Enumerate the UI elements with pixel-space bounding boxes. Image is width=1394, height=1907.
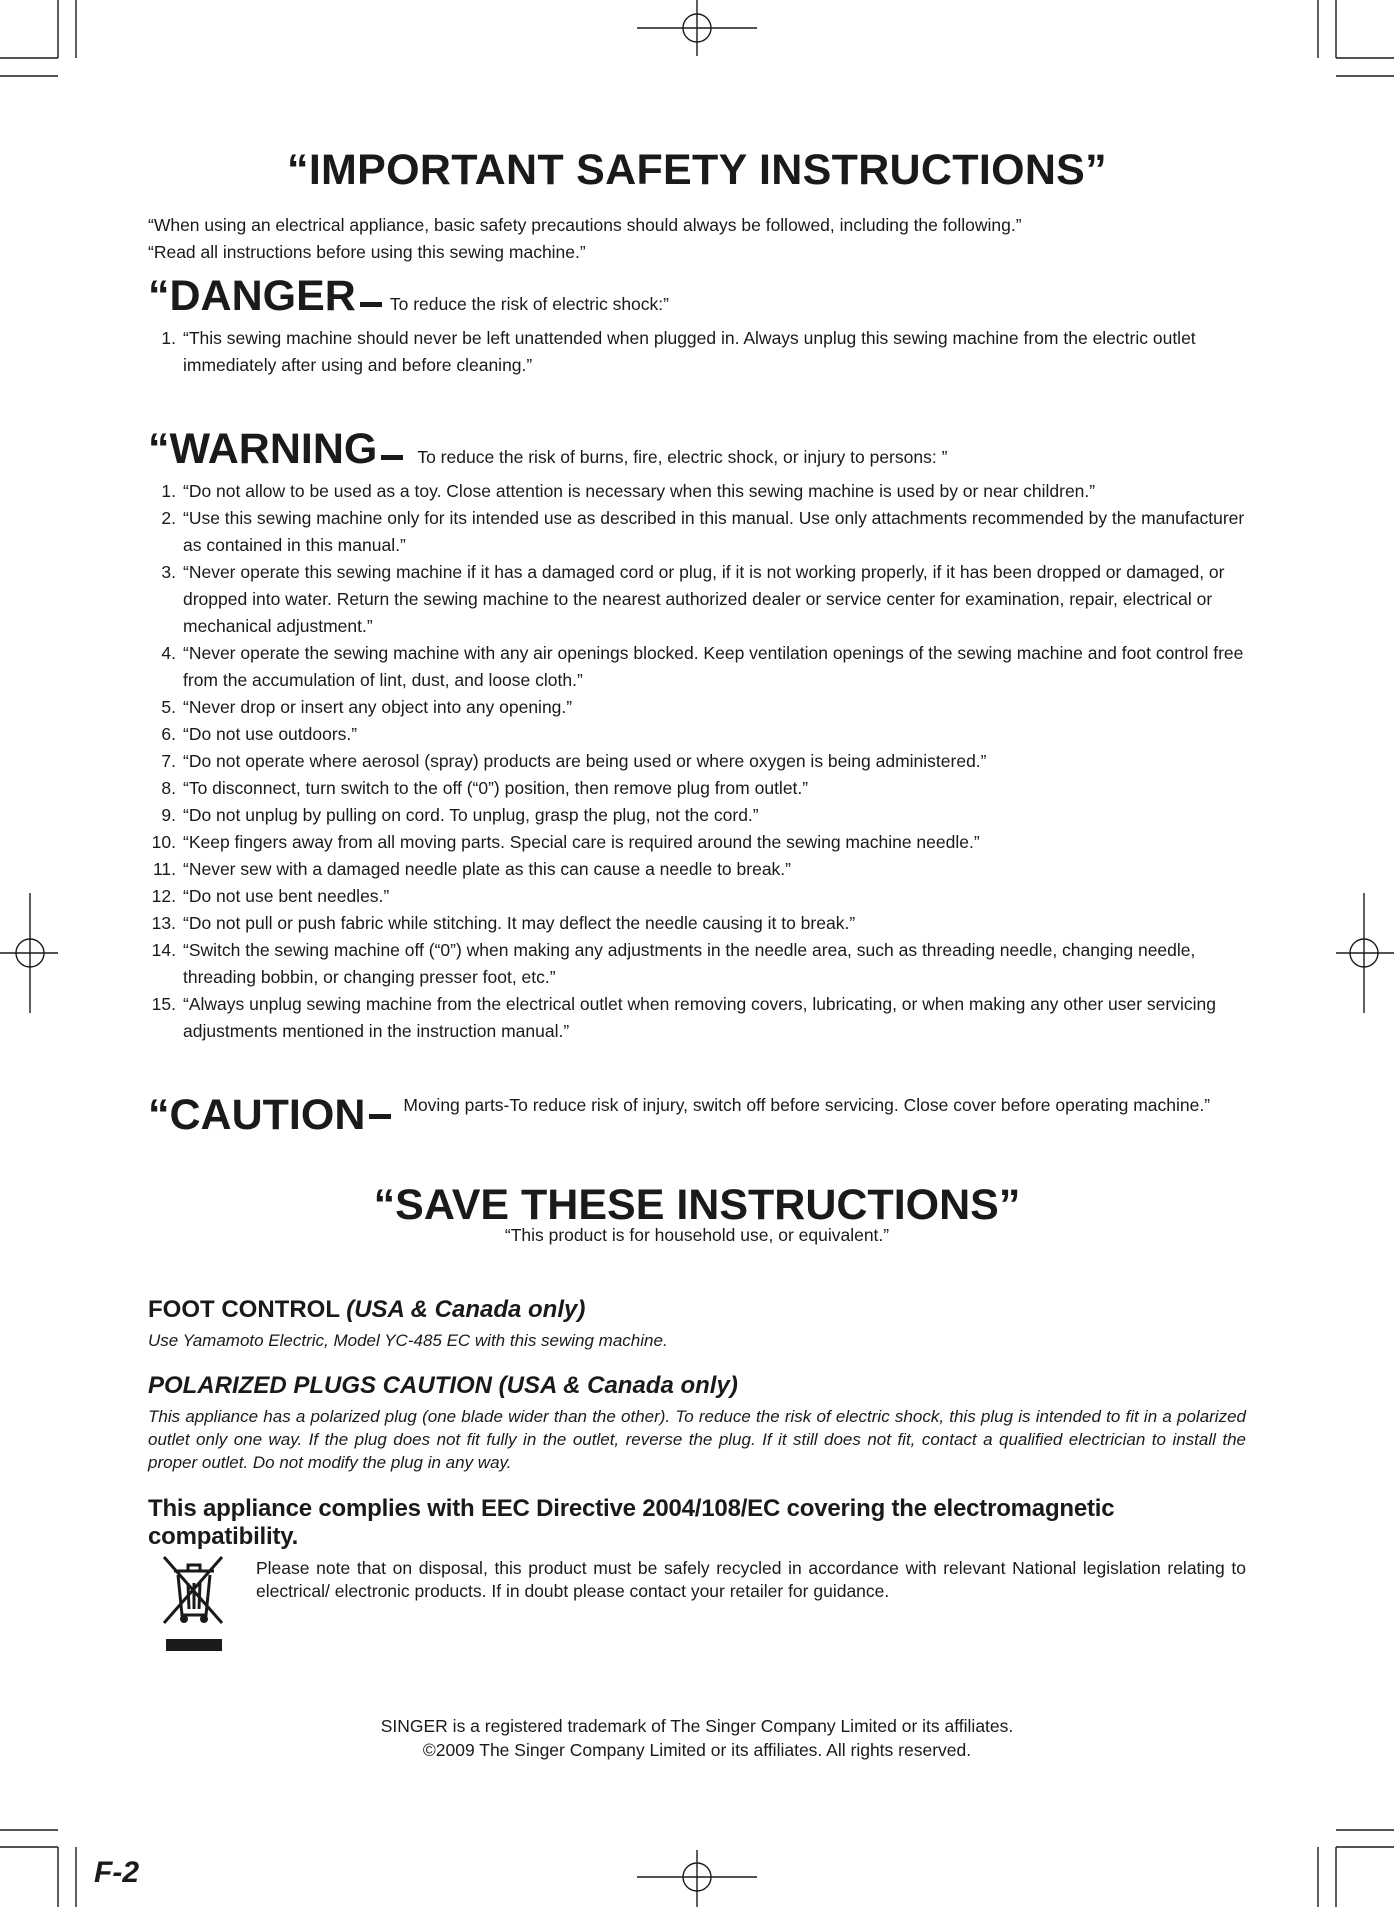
save-instructions-subtitle: “This product is for household use, or equivalent.”: [504, 1225, 890, 1245]
page-title: “IMPORTANT SAFETY INSTRUCTIONS”: [287, 146, 1107, 194]
warning-heading: [148, 425, 947, 474]
item-number: 14.: [151, 940, 176, 960]
item-text: “Do not use bent needles.”: [183, 886, 390, 906]
item-text: “Never operate this sewing machine if it has a damaged cord or plug, if it is not working properly, if it has been dropped or damaged, or dropped into water. Return the sewing machine to the nearest authorized dealer or service center for examination, repair, electrical or mechanical adjustment.”: [183, 562, 1225, 636]
list-item: [148, 829, 1246, 856]
item-number: 7.: [161, 751, 176, 771]
danger-subtitle: To reduce the risk of electric shock:”: [389, 294, 669, 314]
item-number: 13.: [151, 913, 176, 933]
item-text: “Never drop or insert any object into any opening.”: [183, 697, 573, 717]
item-text: “Never operate the sewing machine with any air openings blocked. Keep ventilation openings of the sewing machine and foot control free from the accumulation of lint, dust, and loose cloth.”: [183, 643, 1244, 690]
intro-line: “When using an electrical appliance, basic safety precautions should always be followed, including the following.”: [148, 215, 1022, 235]
item-text: “Do not operate where aerosol (spray) products are being used or where oxygen is being administered.”: [183, 751, 987, 771]
list-item: [148, 721, 1246, 748]
list-item: [148, 505, 1246, 559]
eec-compliance: This appliance complies with EEC Directive 2004/108/EC covering the electromagnetic compatibility.: [148, 1495, 1115, 1550]
item-text: “Switch the sewing machine off (“0”) when making any adjustments in the needle area, such as threading needle, changing needle, threading bobbin, or changing presser foot, etc.”: [183, 940, 1196, 987]
caution-block: [148, 1090, 1246, 1140]
item-number: 1.: [161, 481, 176, 501]
item-number: 12.: [151, 886, 176, 906]
item-text: “This sewing machine should never be left unattended when plugged in. Always unplug this sewing machine from the electric outlet immediately after using and before cleaning.”: [183, 328, 1196, 375]
polarized-plugs-text: This appliance has a polarized plug (one blade wider than the other). To reduce the risk of electric shock, this plug is intended to fit in a polarized outlet only one way. If the plug does not fit fully in the outlet, reverse the plug. If it still does not fit, contact a qualified electrician to install the proper outlet. Do not modify the plug in any way.: [148, 1407, 1246, 1472]
footer: [148, 1714, 1246, 1762]
item-number: 11.: [152, 859, 176, 879]
item-number: 9.: [161, 805, 176, 825]
warning-subtitle: To reduce the risk of burns, fire, electric shock, or injury to persons: ”: [417, 447, 948, 467]
list-item: [148, 748, 1246, 775]
footer-line: SINGER is a registered trademark of The Singer Company Limited or its affiliates.: [380, 1716, 1014, 1736]
item-number: 15.: [151, 994, 176, 1014]
item-text: “Always unplug sewing machine from the electrical outlet when removing covers, lubricating, or when making any other user servicing adjustments mentioned in the instruction manual.”: [183, 994, 1216, 1041]
item-number: 10.: [151, 832, 176, 852]
disposal-text: Please note that on disposal, this product must be safely recycled in accordance with relevant National legislation relating to electrical/ electronic products. If in doubt please contact your retailer for guidance.: [256, 1558, 1246, 1601]
item-number: 5.: [161, 697, 176, 717]
caution-text: Moving parts-To reduce risk of injury, switch off before servicing. Close cover before operating machine.”: [403, 1095, 1211, 1115]
intro-line: “Read all instructions before using this sewing machine.”: [148, 242, 586, 262]
dash: [369, 1114, 391, 1119]
foot-control-note: (USA & Canada only): [346, 1296, 586, 1323]
list-item: [148, 856, 1246, 883]
danger-label: “DANGER: [148, 272, 356, 320]
footer-line: ©2009 The Singer Company Limited or its affiliates. All rights reserved.: [422, 1740, 972, 1760]
polarized-plugs-heading: POLARIZED PLUGS CAUTION (USA & Canada only): [148, 1372, 738, 1399]
list-item: [148, 883, 1246, 910]
item-text: “Do not allow to be used as a toy. Close attention is necessary when this sewing machine is used by or near children.”: [183, 481, 1096, 501]
list-item: [148, 937, 1246, 991]
item-text: “Never sew with a damaged needle plate as this can cause a needle to break.”: [183, 859, 791, 879]
dash: [360, 302, 382, 307]
warning-label: “WARNING: [148, 425, 378, 473]
list-item: [148, 478, 1246, 505]
item-number: 1.: [161, 328, 176, 348]
item-number: 3.: [161, 562, 176, 582]
crossed-out-wheelie-bin-icon: [160, 1553, 228, 1655]
foot-control-heading: [148, 1296, 585, 1324]
danger-list: [148, 325, 1246, 379]
list-item: [148, 640, 1246, 694]
page-number: F-2: [94, 1856, 139, 1889]
list-item: [148, 910, 1246, 937]
list-item: [148, 559, 1246, 640]
item-text: “To disconnect, turn switch to the off (“0”) position, then remove plug from outlet.”: [183, 778, 809, 798]
warning-list: [148, 478, 1246, 1045]
item-text: “Do not unplug by pulling on cord. To unplug, grasp the plug, not the cord.”: [183, 805, 759, 825]
item-text: “Keep fingers away from all moving parts. Special care is required around the sewing machine needle.”: [183, 832, 980, 852]
caution-label: “CAUTION: [148, 1091, 366, 1139]
foot-control-title: FOOT CONTROL: [148, 1296, 340, 1323]
foot-control-text: Use Yamamoto Electric, Model YC-485 EC with this sewing machine.: [148, 1331, 668, 1350]
dash: [381, 455, 403, 460]
item-text: “Use this sewing machine only for its intended use as described in this manual. Use only attachments recommended by the manufacturer as contained in this manual.”: [183, 508, 1245, 555]
list-item: [148, 325, 1246, 379]
list-item: [148, 775, 1246, 802]
danger-heading: [148, 272, 669, 321]
item-number: 2.: [161, 508, 176, 528]
item-text: “Do not pull or push fabric while stitching. It may deflect the needle causing it to break.”: [183, 913, 856, 933]
item-number: 8.: [161, 778, 176, 798]
item-number: 6.: [161, 724, 176, 744]
list-item: [148, 802, 1246, 829]
list-item: [148, 694, 1246, 721]
list-item: [148, 991, 1246, 1045]
intro: [148, 212, 1246, 266]
item-text: “Do not use outdoors.”: [183, 724, 358, 744]
item-number: 4.: [161, 643, 176, 663]
save-instructions-title: “SAVE THESE INSTRUCTIONS”: [373, 1181, 1021, 1229]
